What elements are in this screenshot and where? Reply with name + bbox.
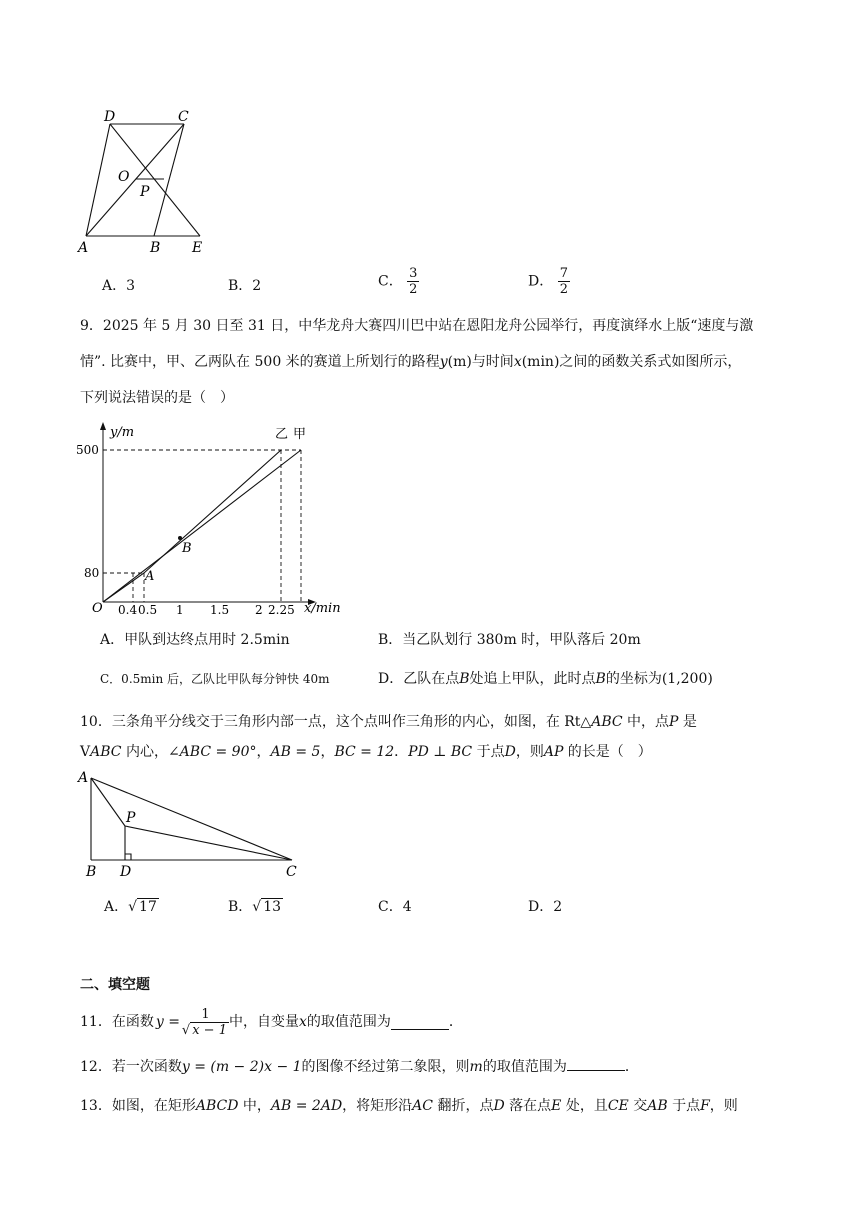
q8-label-C: C	[178, 109, 189, 125]
q10-option-b-sqrt: 13	[263, 899, 282, 915]
q8-label-P: P	[140, 184, 150, 200]
q10-label-B: B	[86, 864, 97, 880]
q11-answer-blank[interactable]	[391, 1015, 449, 1030]
q8-label-A: A	[78, 240, 89, 256]
q9-xtick-0.5: 0.5	[138, 603, 158, 616]
q10-figure	[74, 764, 314, 880]
q9-point-label-a: A	[145, 569, 155, 584]
q8-option-a-letter: A．	[102, 278, 127, 294]
q9-ytick-500: 500	[76, 443, 99, 457]
q9-chart	[72, 420, 362, 616]
q8-option-a-text: 3	[126, 278, 136, 294]
q11-fraction: $\frac{1}{√ x - 1}$	[181, 1006, 227, 1038]
q8-option-d-letter: D．	[528, 273, 554, 290]
q8-option-d[interactable]	[528, 266, 570, 297]
q10-label-C: C	[286, 864, 297, 880]
q9-x-axis-label: x/min	[304, 601, 341, 616]
q8-label-B: B	[150, 240, 161, 256]
q9-series-jia-line	[103, 450, 301, 602]
q9-series-label-yi: 乙	[275, 427, 289, 442]
q8-option-b-letter: B．	[228, 278, 253, 294]
q10-option-a-sqrt: 17	[139, 899, 157, 915]
q9-xtick-1.5: 1.5	[210, 603, 230, 616]
q9-point-label-b: B	[182, 541, 192, 556]
q12-answer-blank[interactable]	[567, 1056, 625, 1071]
q10-label-P: P	[126, 810, 136, 826]
q8-option-c-letter: C．	[378, 273, 403, 290]
q11: 11．在函数 y = $\frac{1}{√ x - 1}$ 中，自变量 x 的取值范围为 ．	[80, 1006, 463, 1038]
q10-option-a[interactable]: A．√ 17	[104, 899, 157, 915]
q9-series-yi-line	[103, 450, 281, 602]
q10-line2: VABC 内心，∠ABC = 90°，AB = 5，BC = 12．PD ⊥ BC 于点D，则AP 的长是（ ）	[80, 744, 652, 760]
q8-option-b-text: 2	[252, 278, 262, 294]
q9-line1: 9．2025 年 5 月 30 日至 31 日，中华龙舟大赛四川巴中站在恩阳龙舟公园举行，再度演绎水上版“速度与激	[80, 318, 754, 334]
q8-label-E: E	[192, 240, 203, 256]
q10-option-d[interactable]: D．2	[528, 899, 563, 915]
q9-xtick-1: 1	[176, 603, 184, 616]
q9-xtick-0.4: 0.4	[118, 603, 138, 616]
q9-ytick-80: 80	[84, 566, 100, 580]
q8-option-c[interactable]	[378, 266, 419, 297]
q8-option-b[interactable]	[228, 275, 261, 295]
q9-option-b[interactable]: B．当乙队划行 380m 时，甲队落后 20m	[378, 632, 641, 648]
q8-label-D: D	[104, 109, 116, 125]
q8-figure	[70, 104, 210, 262]
q9-point-b	[178, 536, 182, 540]
q9-series-label-jia: 甲	[293, 427, 307, 442]
q8-label-O: O	[118, 169, 130, 185]
q9-xtick-2.25: 2.25	[268, 603, 295, 616]
q9-option-d[interactable]: D．乙队在点B处追上甲队，此时点B的坐标为(1,200)	[378, 671, 713, 687]
q13: 13．如图，在矩形ABCD 中，AB = 2AD，将矩形沿AC 翻折，点D 落在点E 处，且CE 交AB 于点F，则	[80, 1098, 738, 1114]
q8-option-c-fraction: $\frac{3}{2}$	[409, 266, 418, 297]
q12: 12．若一次函数y = (m − 2)x − 1的图像不经过第二象限，则m的取值范围为 ．	[80, 1056, 639, 1077]
q9-origin-label: O	[92, 601, 103, 616]
section-title-fill-in: 二、填空题	[80, 977, 150, 993]
q9-option-c[interactable]: C．0.5min 后，乙队比甲队每分钟快 40m	[100, 672, 330, 686]
q10-label-D: D	[120, 864, 132, 880]
q10-option-b[interactable]: B．√ 13	[228, 899, 282, 915]
q10-option-c[interactable]: C．4	[378, 899, 412, 915]
q8-option-a[interactable]	[102, 275, 135, 295]
q9-xtick-2: 2	[255, 603, 263, 616]
q9-line2: 情”. 比赛中，甲、乙两队在 500 米的赛道上所划行的路程y(m)与时间x(min)之间的函数关系式如图所示，	[80, 354, 742, 370]
q10-label-A: A	[78, 770, 89, 786]
q9-y-axis-label: y/m	[110, 425, 135, 440]
q9-option-a[interactable]: A．甲队到达终点用时 2.5min	[100, 632, 290, 648]
q10-line1: 10．三条角平分线交于三角形内部一点，这个点叫作三角形的内心，如图，在 Rt△ABC 中，点P 是	[80, 714, 697, 730]
q8-option-d-fraction: $\frac{7}{2}$	[559, 266, 568, 297]
q9-line3: 下列说法错误的是（ ）	[80, 390, 234, 406]
